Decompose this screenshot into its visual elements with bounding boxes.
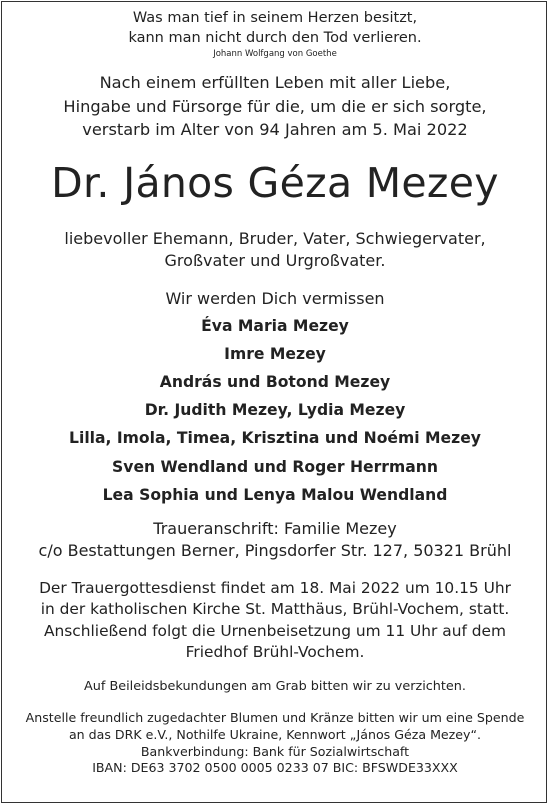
roles-line: liebevoller Ehemann, Bruder, Vater, Schwiegervater,: [64, 228, 486, 248]
goethe-quote: [0, 8, 550, 48]
quote-line: Was man tief in seinem Herzen besitzt,: [132, 10, 418, 26]
miss-line: Wir werden Dich vermissen: [165, 288, 385, 308]
mourner-line: Lilla, Imola, Timea, Krisztina und Noémi Mezey: [69, 429, 481, 448]
mourners-list: [0, 312, 550, 509]
intro-text: [0, 71, 550, 142]
address-line: Traueranschrift: Familie Mezey: [153, 518, 397, 538]
condolence-note: Auf Beileidsbekundungen am Grab bitten wir zu verzichten.: [84, 678, 466, 694]
donation-line: an das DRK e.V., Nothilfe Ukraine, Kennwort „János Géza Mezey“.: [68, 726, 482, 742]
service-line: in der katholischen Kirche St. Matthäus, Brühl-Vochem, statt.: [40, 600, 510, 619]
roles-line: Großvater und Urgroßvater.: [164, 250, 386, 270]
intro-line: verstarb im Alter von 94 Jahren am 5. Mai 2022: [82, 120, 468, 139]
deceased-name: Dr. János Géza Mezey: [51, 158, 499, 207]
intro-line: Hingabe und Fürsorge für die, um die er sich sorgte,: [63, 96, 487, 116]
address-line: c/o Bestattungen Berner, Pingsdorfer Str. 127, 50321 Brühl: [38, 540, 512, 560]
donation-line: Anstelle freundlich zugedachter Blumen und Kränze bitten wir um eine Spende: [25, 709, 525, 725]
service-line: Anschließend folgt die Urnenbeisetzung um 11 Uhr auf dem: [44, 621, 506, 640]
mourner-line: Éva Maria Mezey: [201, 316, 349, 335]
intro-line: Nach einem erfüllten Leben mit aller Liebe,: [99, 73, 451, 92]
quote-line: kann man nicht durch den Tod verlieren.: [128, 30, 422, 46]
mourner-line: Imre Mezey: [224, 344, 326, 363]
service-line: Friedhof Brühl-Vochem.: [185, 643, 365, 662]
mourner-line: Sven Wendland und Roger Herrmann: [112, 457, 438, 476]
family-roles: [0, 228, 550, 272]
funeral-service-info: [0, 578, 550, 664]
service-line: Der Trauergottesdienst findet am 18. Mai 2022 um 10.15 Uhr: [39, 578, 511, 597]
mourner-line: Dr. Judith Mezey, Lydia Mezey: [144, 401, 406, 420]
mourner-line: Lea Sophia und Lenya Malou Wendland: [102, 485, 448, 504]
donation-info: [0, 710, 550, 777]
bank-line: Bankverbindung: Bank für Sozialwirtschaft: [140, 743, 410, 759]
mourning-address: [0, 518, 550, 562]
quote-author: Johann Wolfgang von Goethe: [213, 49, 337, 59]
iban-line: IBAN: DE63 3702 0500 0005 0233 07 BIC: BFSWDE33XXX: [92, 760, 458, 776]
mourner-line: András und Botond Mezey: [159, 372, 391, 391]
